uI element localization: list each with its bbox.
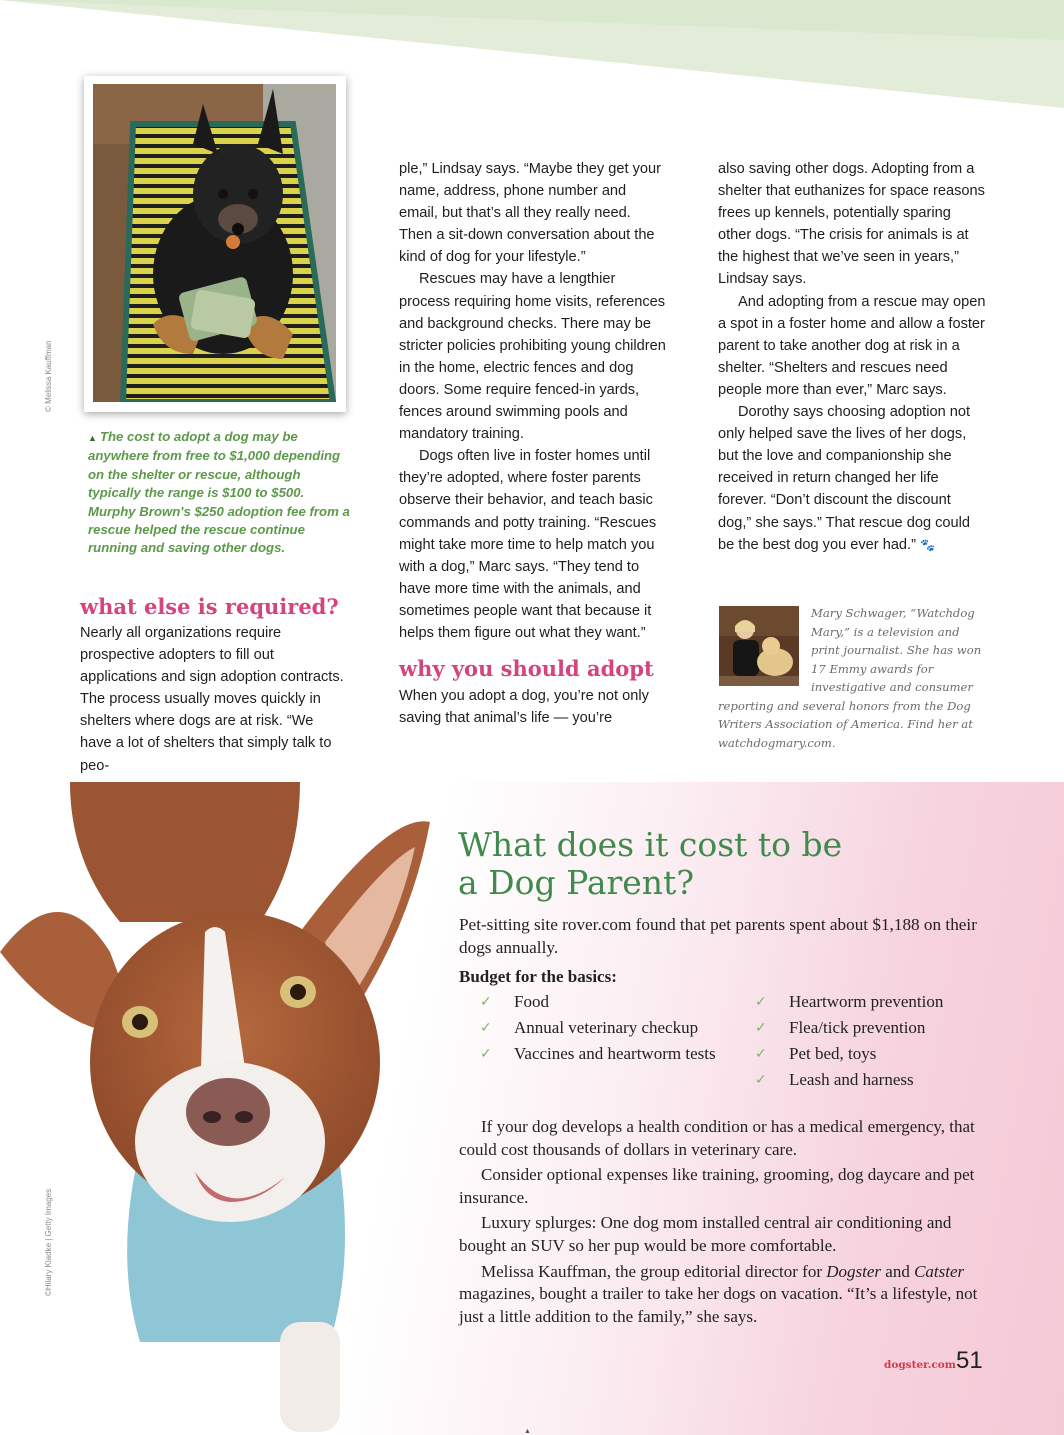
cost-paragraphs xyxy=(459,1116,979,1331)
list-item xyxy=(480,991,740,1013)
paragraph-text: magazines, bought a trailer to take her dogs on vacation. “It’s a lifestyle, not just a little addition to the family,” she says. xyxy=(459,1284,978,1326)
cost-intro: Pet-sitting site rover.com found that pet parents spent about $1,188 on their dogs annually. xyxy=(459,915,977,957)
photo-credit-top: © Melissa Kauffman xyxy=(44,340,53,412)
body-paragraph xyxy=(718,401,988,556)
crop-mark-icon: ▲ xyxy=(524,1428,531,1435)
list-item xyxy=(755,1069,995,1091)
body-paragraph: Dogs often live in foster homes until they’re adopted, where foster parents observe their behavior, and teach basic commands and potty training. “Rescues might take more time to help match you with a dog,” Marc says. “They tend to have more time with the animals, and sometimes people want that because it helps them figure out what they want.” xyxy=(399,448,657,641)
check-icon: ✓ xyxy=(755,1072,767,1088)
author-photo xyxy=(719,606,799,686)
photo-credit-bottom: ©Hilary Kladke | Getty Images xyxy=(44,1188,53,1296)
check-icon: ✓ xyxy=(755,994,767,1010)
list-item xyxy=(755,1043,995,1065)
magazine-name: Dogster xyxy=(826,1261,882,1281)
footer-site-name: dogster.com xyxy=(884,1359,956,1371)
body-paragraph: Nearly all organizations require prospective adopters to fill out applications and sign adoption contracts. The process usually moves quickly in shelters where dogs are at risk. “We have a lot of shelters that simply talk to peo- xyxy=(80,625,344,774)
column-3 xyxy=(718,158,988,556)
page-number: 51 xyxy=(956,1347,983,1374)
check-icon: ✓ xyxy=(480,1046,492,1062)
check-icon: ✓ xyxy=(755,1046,767,1062)
heading-what-else-required: what else is required? xyxy=(80,594,339,619)
heading-why-you-should-adopt: why you should adopt xyxy=(399,656,654,682)
column-2 xyxy=(399,158,667,729)
paragraph-text: Melissa Kauffman, the group editorial director for xyxy=(481,1261,827,1281)
pit-bull-dog-photo xyxy=(0,782,440,1435)
list-item-label: Leash and harness xyxy=(789,1070,914,1089)
cost-paragraph: Luxury splurges: One dog mom installed central air conditioning and bought an SUV so her pup would be more comfortable. xyxy=(459,1213,952,1255)
photo-caption xyxy=(88,428,354,558)
dog-with-money-photo xyxy=(93,84,336,402)
caption-pointer-icon: ▲ xyxy=(88,433,97,443)
body-paragraph: ple,” Lindsay says. “Maybe they get your name, address, phone number and email, but that’s all they really need. Then a sit-down conversation about the kind of dog for your lifestyle.” xyxy=(399,161,662,266)
list-item-label: Food xyxy=(514,992,549,1011)
list-item xyxy=(480,1017,740,1039)
paragraph-text: and xyxy=(881,1261,915,1281)
budget-heading: Budget for the basics: xyxy=(459,967,617,986)
list-item-label: Annual veterinary checkup xyxy=(514,1018,699,1037)
caption-text: The cost to adopt a dog may be anywhere from free to $1,000 depending on the shelter or rescue, although typically the range is $100 to $500. Murphy Brown's $250 adoption fee from a rescue helped the rescue continue running and saving other dogs. xyxy=(88,429,350,556)
budget-list-right xyxy=(755,991,995,1095)
budget-list-left xyxy=(480,991,740,1069)
cost-paragraph: If your dog develops a health condition or has a medical emergency, that could cost thousands of dollars in veterinary care. xyxy=(459,1117,975,1159)
paw-icon: 🐾 xyxy=(920,537,935,552)
title-line-2: a Dog Parent? xyxy=(458,863,695,902)
list-item-label: Heartworm prevention xyxy=(789,992,944,1011)
list-item xyxy=(755,991,995,1013)
cost-paragraph: Consider optional expenses like training, grooming, dog daycare and pet insurance. xyxy=(459,1165,975,1207)
column-1 xyxy=(80,594,346,777)
title-line-1: What does it cost to be xyxy=(458,825,843,864)
check-icon: ✓ xyxy=(755,1020,767,1036)
body-paragraph: When you adopt a dog, you’re not only saving that animal’s life — you’re xyxy=(399,688,649,727)
list-item-label: Vaccines and heartworm tests xyxy=(514,1044,716,1063)
body-paragraph: And adopting from a rescue may open a spot in a foster home and allow a foster parent to take another dog at risk in a shelter. “Shelters and rescues need people more than ever,” Marc says. xyxy=(718,293,986,398)
body-paragraph: also saving other dogs. Adopting from a shelter that euthanizes for space reasons frees up kennels, potentially sparing other dogs. “The crisis for animals is at the highest that we’ve seen in years,” Lindsay says. xyxy=(718,161,985,288)
list-item-label: Pet bed, toys xyxy=(789,1044,877,1063)
magazine-name: Catster xyxy=(914,1261,965,1281)
body-paragraph: Rescues may have a lengthier process requiring home visits, references and background checks. There may be stricter policies prohibiting young children in the home, electric fences and dog doors. Some require fenced-in yards, fences around swimming pools and mandatory training. xyxy=(399,271,666,443)
list-item xyxy=(755,1017,995,1039)
list-item-label: Flea/tick prevention xyxy=(789,1018,926,1037)
list-item xyxy=(480,1043,740,1065)
cost-section-title xyxy=(458,826,978,902)
body-text: Dorothy says choosing adoption not only helped save the lives of her dogs, but the love and companionship she received in return changed her life forever. “Don’t discount the discount dog,” she says.” That rescue dog could be the best dog you ever had.” xyxy=(718,404,971,553)
author-bio-text: Mary Schwager, “Watchdog Mary,” is a television and print journalist. She has won 17 Emmy awards for investigative and consumer reporting and several honors from the Dog Writers Association of America. Find her at watchdogmary.com. xyxy=(718,606,982,750)
cost-paragraph xyxy=(459,1261,979,1329)
check-icon: ✓ xyxy=(480,994,492,1010)
check-icon: ✓ xyxy=(480,1020,492,1036)
